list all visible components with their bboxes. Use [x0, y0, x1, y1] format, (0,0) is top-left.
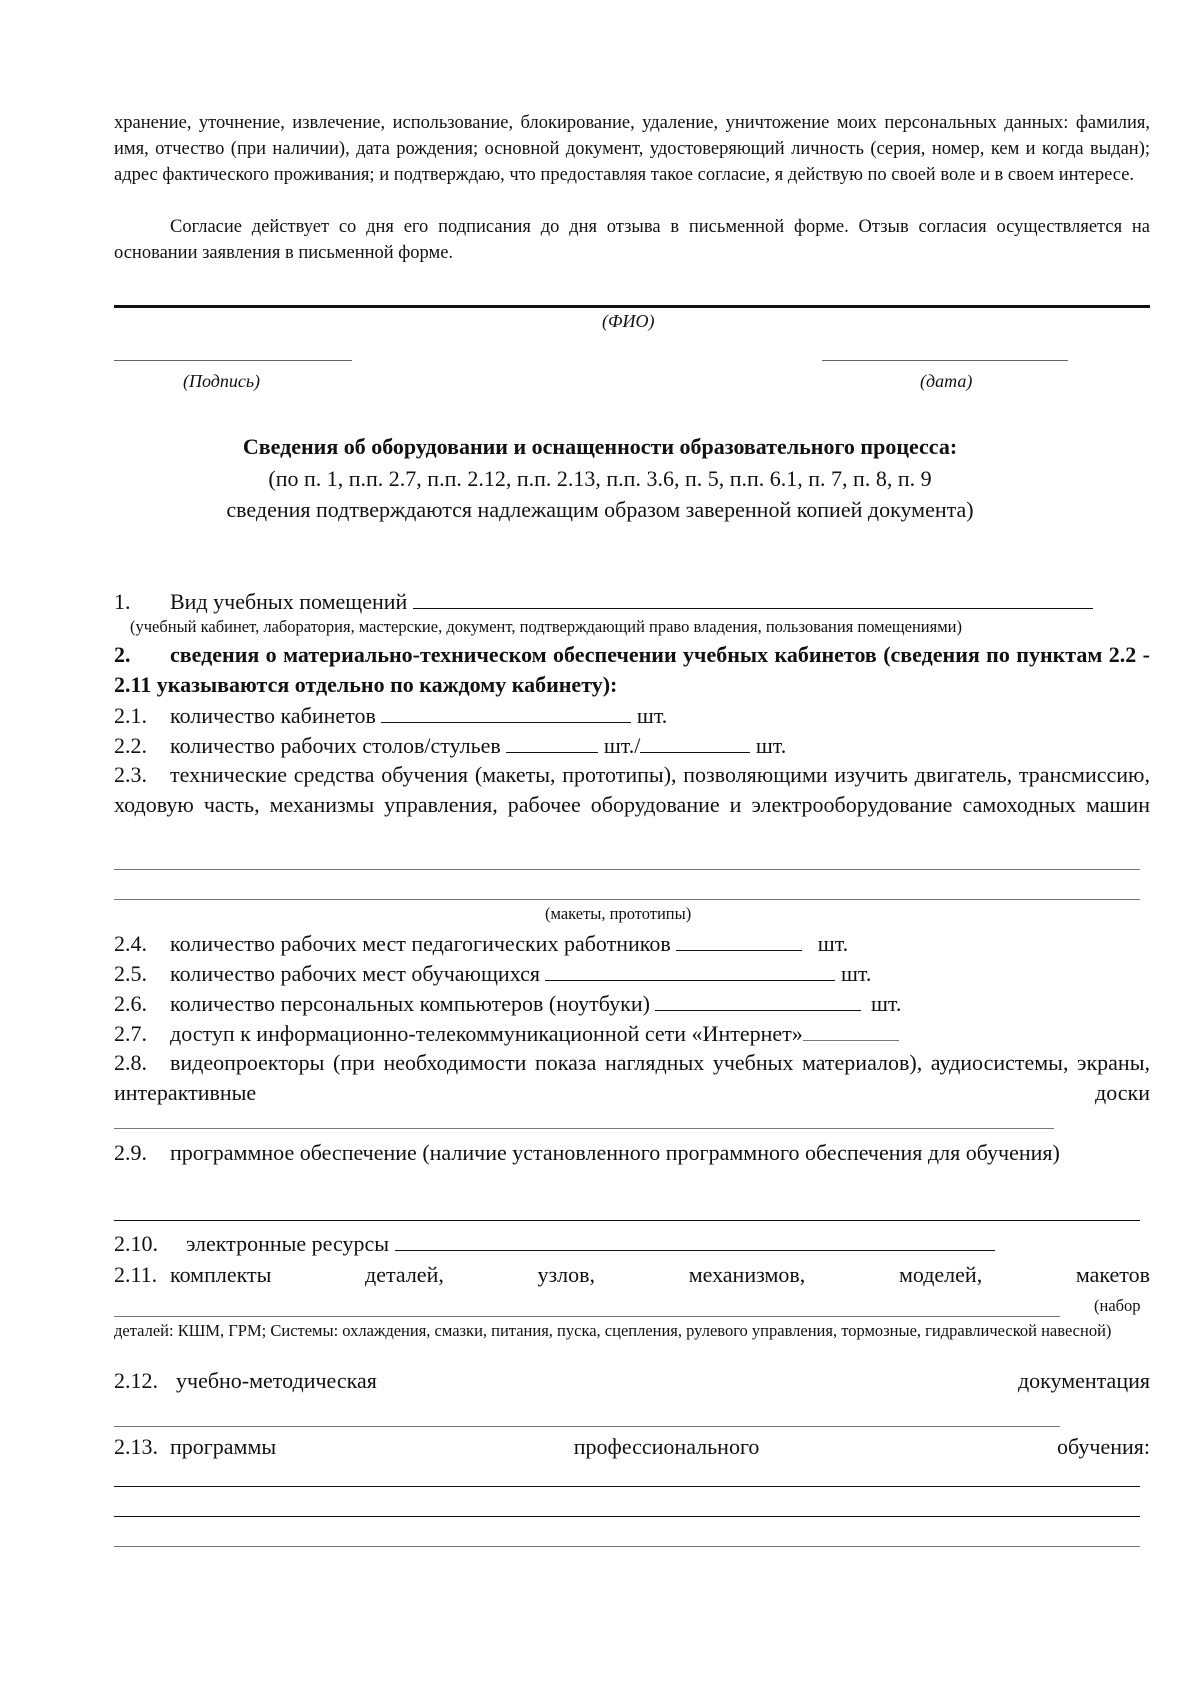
item-2-7: [114, 1018, 1150, 1049]
item-2-8-field[interactable]: [114, 1128, 1054, 1129]
signature-line[interactable]: [114, 360, 352, 361]
consent-paragraph-2: Согласие действует со дня его подписания до дня отзыва в письменной форме. Отзыв согласия осуществляется на основании заявления в письменной форме.: [114, 217, 1150, 263]
item-2-2-tables-field[interactable]: [506, 730, 598, 753]
item-2-6-unit: шт.: [870, 991, 902, 1016]
item-2-12-label-a: учебно-методическая: [176, 1368, 377, 1393]
item-2-10-field[interactable]: [395, 1228, 995, 1251]
item-2-11: [114, 1260, 1150, 1290]
item-2-4-field[interactable]: [676, 928, 802, 951]
signature-caption: (Подпись): [183, 371, 261, 391]
item-2-3-field-2[interactable]: [114, 899, 1140, 900]
fio-line[interactable]: [114, 305, 1150, 308]
item-2-4-label: количество рабочих мест педагогических работников: [170, 931, 671, 956]
item-1-hint: (учебный кабинет, лаборатория, мастерские, документ, подтверждающий право владения, пользования помещениями): [130, 617, 962, 636]
item-2-5-field[interactable]: [545, 958, 835, 981]
item-2-3-number: 2.3.: [114, 762, 147, 787]
item-2-7-field[interactable]: [803, 1018, 899, 1041]
item-2-3-field-1[interactable]: [114, 869, 1140, 870]
item-2-8-label: видеопроекторы (при необходимости показа наглядных учебных материалов), аудиосистемы, экраны, интерактивные доски: [114, 1050, 1150, 1105]
item-2-5: [114, 958, 1150, 989]
item-2-10-number: 2.10.: [114, 1231, 158, 1256]
item-2-9-label: программное обеспечение (наличие установленного программного обеспечения для обучения): [170, 1140, 1060, 1165]
item-2-10: [114, 1228, 1150, 1259]
item-2-2: [114, 730, 1150, 761]
item-2-9-number: 2.9.: [114, 1140, 147, 1165]
item-2-6-number: 2.6.: [114, 991, 147, 1016]
item-2-1-field[interactable]: [381, 700, 631, 723]
item-1-field[interactable]: [413, 586, 1093, 609]
item-2-9-field[interactable]: [114, 1220, 1140, 1221]
item-2-6: [114, 988, 1150, 1019]
section-subtitle-line-2: сведения подтверждаются надлежащим образом заверенной копией документа): [226, 497, 974, 522]
item-2-4-unit: шт.: [817, 931, 849, 956]
item-2-1-label: количество кабинетов: [170, 703, 376, 728]
item-2-4-number: 2.4.: [114, 931, 147, 956]
item-2-6-field[interactable]: [655, 988, 861, 1011]
item-2-12-field[interactable]: [114, 1426, 1060, 1427]
item-2-2-unit-slash: шт./: [603, 733, 641, 758]
item-2-11-hint-start: (набор: [1094, 1296, 1141, 1315]
item-2-5-label: количество рабочих мест обучающихся: [170, 961, 540, 986]
item-2-1: [114, 700, 1150, 731]
item-2-6-label: количество персональных компьютеров (ноутбуки): [170, 991, 650, 1016]
item-2-3-label: технические средства обучения (макеты, прототипы), позволяющими изучить двигатель, трансмиссию, ходовую часть, механизмы управления, рабочее оборудование и электрооборудование самоходных машин: [114, 762, 1150, 817]
item-2-11-hint: деталей: КШМ, ГРМ; Системы: охлаждения, смазки, питания, пуска, сцепления, рулевого управления, тормозные, гидравлической навесной): [114, 1321, 1112, 1340]
item-2-2-number: 2.2.: [114, 733, 147, 758]
item-2-13: [114, 1432, 1150, 1462]
section-title: Сведения об оборудовании и оснащенности образовательного процесса:: [242, 434, 958, 459]
item-2-7-label: доступ к информационно-телекоммуникационной сети «Интернет»: [170, 1021, 803, 1046]
item-2-4: [114, 928, 1150, 959]
item-2-8: [114, 1048, 1150, 1108]
item-2-10-label: электронные ресурсы: [186, 1231, 389, 1256]
item-2-7-number: 2.7.: [114, 1021, 147, 1046]
item-1-label: Вид учебных помещений: [170, 589, 408, 614]
item-2-13-field-1[interactable]: [114, 1486, 1140, 1487]
item-2-13-number: 2.13.: [114, 1434, 158, 1459]
consent-paragraph-1: хранение, уточнение, извлечение, использование, блокирование, удаление, уничтожение моих персональных данных: фамилия, имя, отчество (при наличии), дата рождения; основной документ, удостоверяющий личность (серия, номер, кем и когда выдан); адрес фактического проживания; и подтверждаю, что предоставляя такое согласие, я действую по своей воле и в своем интересе.: [114, 113, 1150, 185]
item-2-1-unit: шт.: [636, 703, 668, 728]
item-2-12-right: [114, 1366, 1150, 1396]
item-2-8-number: 2.8.: [114, 1050, 147, 1075]
item-2-2-chairs-field[interactable]: [640, 730, 750, 753]
item-2-2-label: количество рабочих столов/стульев: [170, 733, 501, 758]
item-2-11-number: 2.11.: [114, 1262, 158, 1287]
item-2: [114, 640, 1150, 700]
date-caption: (дата): [920, 371, 973, 391]
item-1: [114, 586, 1150, 617]
item-1-number: 1.: [114, 589, 131, 614]
item-2-11-label: комплекты деталей, узлов, механизмов, моделей, макетов: [170, 1262, 1150, 1287]
item-2-5-unit: шт.: [840, 961, 872, 986]
item-2-13-field-3[interactable]: [114, 1546, 1140, 1547]
item-2-12-number: 2.12.: [114, 1368, 158, 1393]
item-2-12-label-b: документация: [1017, 1368, 1150, 1393]
item-2-3-hint: (макеты, прототипы): [545, 904, 692, 923]
item-2-label: сведения о материально-техническом обеспечении учебных кабинетов (сведения по пунктам 2.2 - 2.11 указываются отдельно по каждому кабинету):: [114, 642, 1150, 697]
item-2-11-field[interactable]: [114, 1316, 1060, 1317]
item-2-1-number: 2.1.: [114, 703, 147, 728]
item-2-13-label: программы профессионального обучения:: [170, 1434, 1150, 1459]
item-2-3: [114, 760, 1150, 820]
fio-caption: (ФИО): [602, 311, 655, 331]
item-2-5-number: 2.5.: [114, 961, 147, 986]
item-2-2-unit: шт.: [755, 733, 787, 758]
item-2-9: [114, 1138, 1150, 1168]
section-subtitle-line-1: (по п. 1, п.п. 2.7, п.п. 2.12, п.п. 2.13, п.п. 3.6, п. 5, п.п. 6.1, п. 7, п. 8, п. 9: [268, 466, 932, 491]
item-2-13-field-2[interactable]: [114, 1516, 1140, 1517]
date-line[interactable]: [822, 360, 1068, 361]
item-2-number: 2.: [114, 642, 131, 667]
